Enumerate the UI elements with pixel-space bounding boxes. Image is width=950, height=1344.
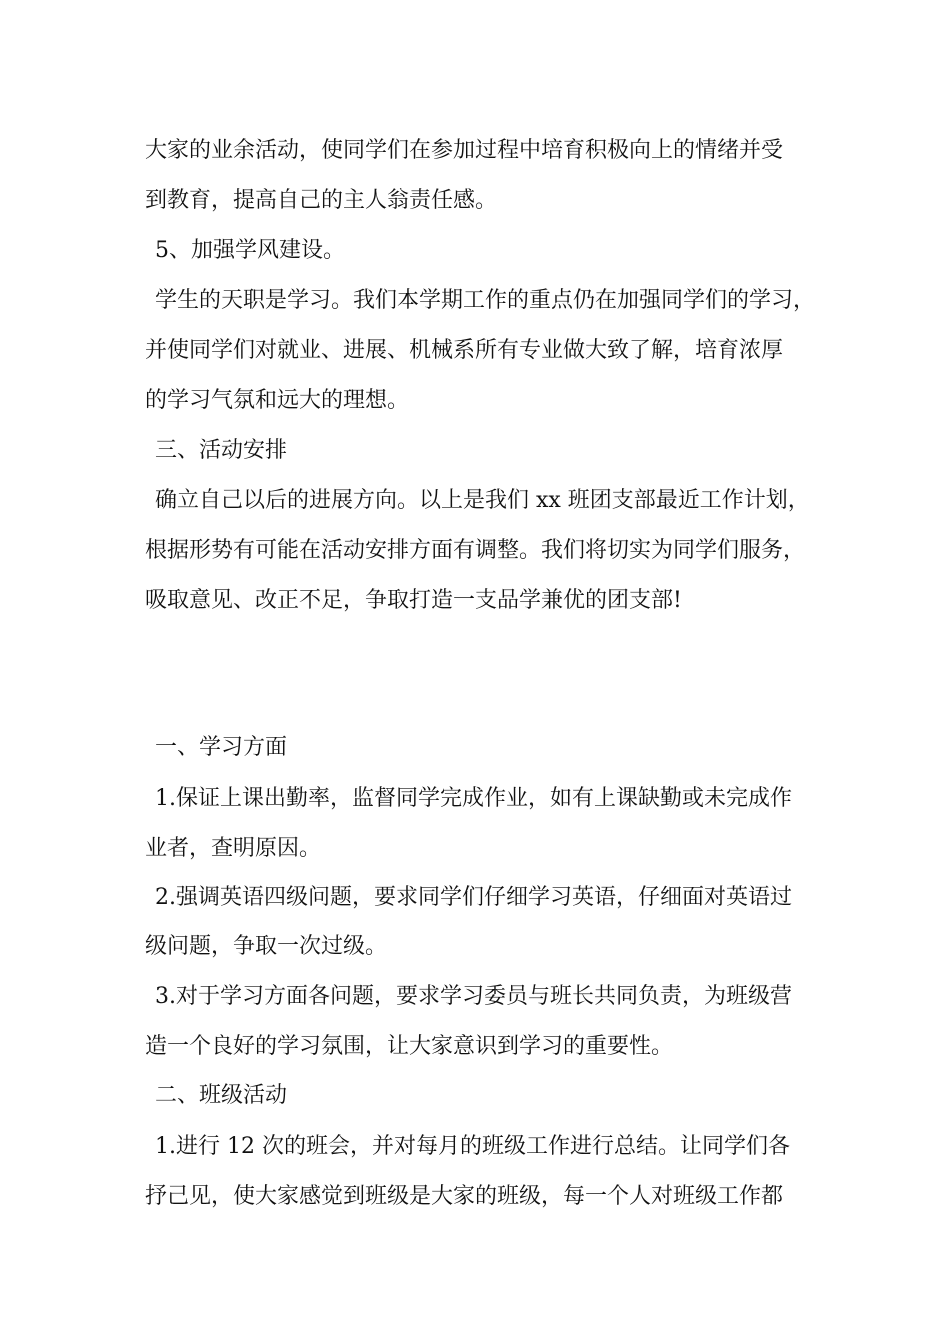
paragraph-line: 吸取意见、改正不足，争取打造一支品学兼优的团支部! [145,588,682,613]
paragraph-line: 学生的天职是学习。我们本学期工作的重点仍在加强同学们的学习， [155,288,816,313]
paragraph-line: 根据形势有可能在活动安排方面有调整。我们将切实为同学们服务， [145,538,806,563]
paragraph-line: 确立自己以后的进展方向。以上是我们 xx 班团支部最近工作计划， [155,488,810,513]
paragraph-line: 并使同学们对就业、进展、机械系所有专业做大致了解，培育浓厚 [145,338,784,363]
paragraph-line: 业者，查明原因。 [145,836,322,861]
paragraph-line: 大家的业余活动，使同学们在参加过程中培育积极向上的情绪并受 [145,138,784,163]
list-item: 3.对于学习方面各问题，要求学习委员与班长共同负责，为班级营 [155,984,792,1009]
list-item: 2.强调英语四级问题，要求同学们仔细学习英语，仔细面对英语过 [155,885,792,910]
paragraph-line: 到教育，提高自己的主人翁责任感。 [145,188,498,213]
section-heading: 三、活动安排 [155,438,288,463]
list-item: 1.进行 12 次的班会，并对每月的班级工作进行总结。让同学们各 [155,1134,790,1159]
list-heading: 5、加强学风建设。 [155,238,345,263]
paragraph-line: 造一个良好的学习氛围，让大家意识到学习的重要性。 [145,1034,674,1059]
paragraph-line: 的学习气氛和远大的理想。 [145,388,410,413]
list-item: 1.保证上课出勤率，监督同学完成作业，如有上课缺勤或未完成作 [155,786,792,811]
paragraph-line: 抒己见，使大家感觉到班级是大家的班级，每一个人对班级工作都 [145,1184,784,1209]
paragraph-line: 级问题，争取一次过级。 [145,934,388,959]
section-heading: 二、班级活动 [155,1083,288,1108]
section-heading: 一、学习方面 [155,735,288,760]
